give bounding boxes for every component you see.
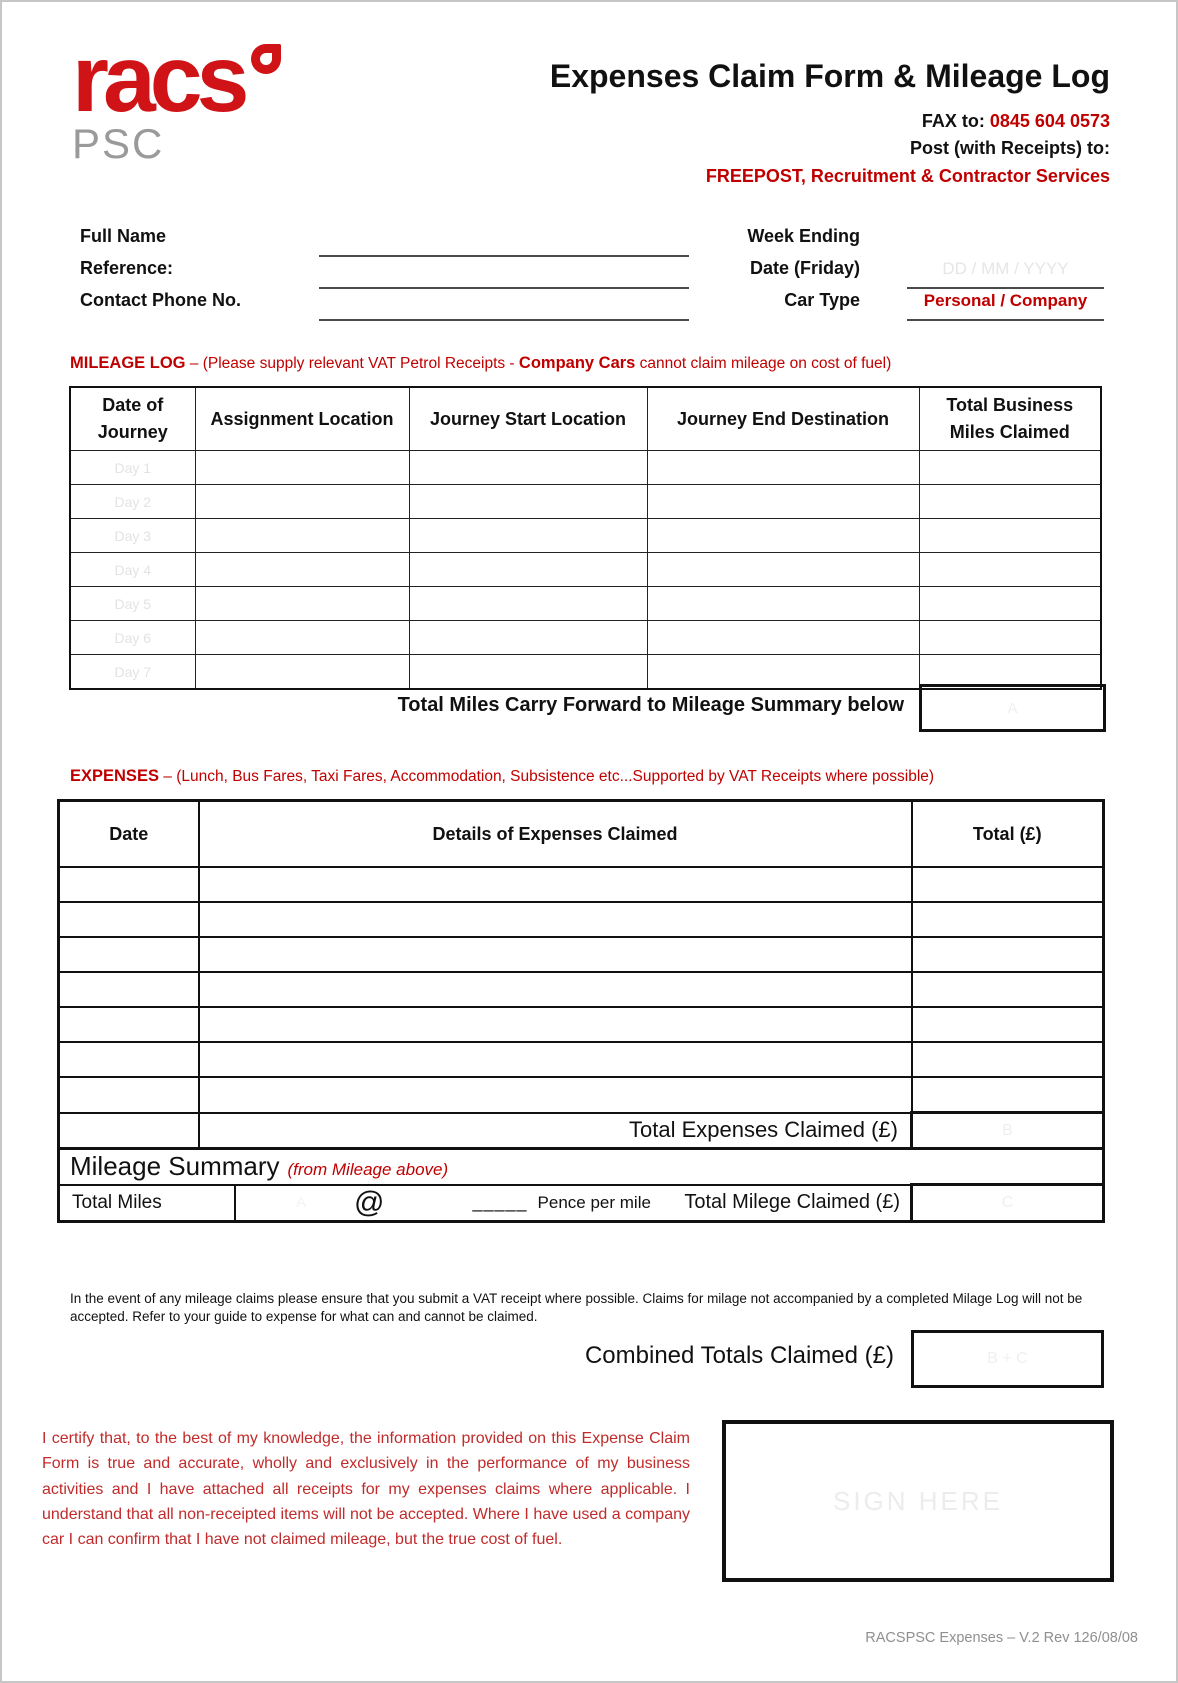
expense-row — [59, 1042, 1104, 1077]
col-date: Date — [59, 801, 199, 868]
expense-input-cell[interactable] — [59, 867, 199, 902]
expense-row — [59, 902, 1104, 937]
expenses-heading: EXPENSES – (Lunch, Bus Fares, Taxi Fares, Accommodation, Subsistence etc...Supported by VAT Receipts where possible) — [70, 767, 935, 785]
mileage-input-cell[interactable] — [919, 519, 1101, 553]
expense-input-cell[interactable] — [199, 1042, 912, 1077]
logo-wordmark: racs — [72, 26, 244, 132]
expenses-total-spacer — [59, 1113, 199, 1149]
expenses-table — [57, 799, 1105, 1223]
combined-totals-label: Combined Totals Claimed (£) — [584, 1342, 894, 1369]
car-type-field[interactable] — [907, 319, 1104, 321]
full-name-field[interactable] — [319, 255, 689, 257]
contact-phone-field[interactable] — [319, 319, 689, 321]
fax-number: 0845 604 0573 — [989, 111, 1110, 131]
signature-box[interactable]: SIGN HERE — [722, 1420, 1114, 1582]
total-miles-label: Total Miles — [60, 1186, 236, 1220]
expense-row — [59, 972, 1104, 1007]
pence-rate-field[interactable]: _____ — [472, 1192, 528, 1212]
expense-input-cell[interactable] — [199, 972, 912, 1007]
week-ending-label: Week Ending — [747, 226, 860, 246]
mileage-input-cell[interactable] — [409, 655, 647, 690]
mileage-input-cell[interactable] — [647, 451, 919, 485]
expenses-total-row — [59, 1113, 1104, 1149]
mileage-input-cell[interactable] — [919, 587, 1101, 621]
fax-line — [550, 111, 1110, 132]
mileage-claimed-total-box[interactable]: C — [912, 1185, 1104, 1222]
post-address: FREEPOST, Recruitment & Contractor Services — [705, 166, 1110, 186]
mileage-row — [70, 553, 1101, 587]
mileage-row — [70, 621, 1101, 655]
col-journey-end: Journey End Destination — [647, 387, 919, 451]
personal-info-section — [2, 226, 1178, 336]
mileage-input-cell[interactable] — [409, 587, 647, 621]
col-date-of-journey: Date of Journey — [70, 387, 195, 451]
mileage-input-cell[interactable] — [919, 485, 1101, 519]
mileage-input-cell[interactable] — [647, 553, 919, 587]
certification-statement: I certify that, to the best of my knowledge, the information provided on this Expense Claim Form is true and accurate, wholly and exclusively in the performance of my business activities and I have attached all receipts for my expenses claims where applicable. I understand that all non-receipted items will not be accepted. Where I have used a company car I can confirm that I have not claimed mileage, but the true cost of fuel. — [42, 1430, 690, 1549]
expense-input-cell[interactable] — [912, 1007, 1104, 1042]
at-symbol: @ — [354, 1185, 385, 1219]
total-mileage-claimed-label: Total Milege Claimed (£) — [684, 1191, 900, 1213]
col-journey-start: Journey Start Location — [409, 387, 647, 451]
date-field[interactable] — [907, 287, 1104, 289]
expense-input-cell[interactable] — [912, 972, 1104, 1007]
mileage-log-heading: MILEAGE LOG – (Please supply relevant VAT Petrol Receipts - Company Cars cannot claim mileage on cost of fuel) — [70, 354, 892, 372]
mileage-summary-row — [59, 1149, 1104, 1185]
mileage-heading-bold: MILEAGE LOG — [70, 354, 186, 372]
ref-a-placeholder[interactable]: A — [296, 1194, 307, 1211]
page-title: Expenses Claim Form & Mileage Log — [549, 58, 1110, 94]
expenses-total-box[interactable]: B — [912, 1113, 1104, 1149]
mileage-input-cell[interactable] — [195, 587, 409, 621]
mileage-input-cell[interactable] — [919, 451, 1101, 485]
car-type-label: Car Type — [784, 290, 860, 310]
expense-row — [59, 1007, 1104, 1042]
expense-input-cell[interactable] — [199, 1007, 912, 1042]
mileage-input-cell[interactable] — [409, 519, 647, 553]
mileage-input-cell[interactable] — [647, 655, 919, 690]
reference-field[interactable] — [319, 287, 689, 289]
car-type-value[interactable]: Personal / Company — [923, 291, 1088, 310]
logo-subtext: PSC — [72, 120, 165, 167]
mileage-header-row — [70, 387, 1101, 451]
carry-forward-label: Total Miles Carry Forward to Mileage Summary below — [397, 694, 904, 716]
expense-input-cell[interactable] — [59, 1042, 199, 1077]
expense-input-cell[interactable] — [912, 937, 1104, 972]
col-total-miles: Total Business Miles Claimed — [919, 387, 1101, 451]
form-version-footer: RACSPSC Expenses – V.2 Rev 126/08/08 — [865, 1630, 1138, 1646]
mileage-day-cell[interactable]: Day 4 — [70, 553, 195, 587]
mileage-input-cell[interactable] — [647, 485, 919, 519]
mileage-input-cell[interactable] — [919, 621, 1101, 655]
mileage-input-cell[interactable] — [195, 621, 409, 655]
mileage-row — [70, 587, 1101, 621]
company-logo — [72, 26, 281, 167]
mileage-day-cell[interactable]: Day 5 — [70, 587, 195, 621]
mileage-log-table — [69, 386, 1102, 690]
mileage-input-cell[interactable] — [195, 451, 409, 485]
expense-input-cell[interactable] — [912, 1042, 1104, 1077]
expenses-total-label: Total Expenses Claimed (£) — [199, 1113, 912, 1149]
mileage-input-cell[interactable] — [195, 485, 409, 519]
full-name-label: Full Name — [80, 226, 167, 246]
expense-input-cell[interactable] — [912, 1077, 1104, 1113]
mileage-input-cell[interactable] — [919, 553, 1101, 587]
expenses-heading-bold: EXPENSES — [70, 767, 159, 785]
mileage-summary-title: Mileage Summary — [70, 1151, 280, 1181]
expense-input-cell[interactable] — [59, 972, 199, 1007]
mileage-input-cell[interactable] — [409, 553, 647, 587]
form-header — [550, 58, 1110, 187]
contact-phone-label: Contact Phone No. — [80, 290, 241, 310]
expense-row — [59, 937, 1104, 972]
mileage-day-cell[interactable]: Day 6 — [70, 621, 195, 655]
mileage-day-cell[interactable]: Day 2 — [70, 485, 195, 519]
col-details: Details of Expenses Claimed — [199, 801, 912, 868]
expense-row — [59, 1077, 1104, 1113]
expense-input-cell[interactable] — [912, 902, 1104, 937]
expense-row — [59, 867, 1104, 902]
mileage-day-cell[interactable]: Day 7 — [70, 655, 195, 690]
mileage-input-cell[interactable] — [409, 451, 647, 485]
expenses-header-row — [59, 801, 1104, 868]
company-cars-bold: Company Cars — [518, 354, 636, 372]
expenses-table-body — [59, 867, 1104, 1113]
combined-totals-box[interactable]: B + C — [911, 1330, 1104, 1388]
pence-per-mile-label: Pence per mile — [537, 1192, 651, 1212]
expense-input-cell[interactable] — [59, 1077, 199, 1113]
mileage-row — [70, 485, 1101, 519]
mileage-input-cell[interactable] — [195, 519, 409, 553]
mileage-row — [70, 519, 1101, 553]
expense-input-cell[interactable] — [59, 902, 199, 937]
expense-input-cell[interactable] — [912, 867, 1104, 902]
expense-input-cell[interactable] — [199, 902, 912, 937]
fax-label: FAX to: — [921, 111, 990, 131]
post-label: Post (with Receipts) to: — [909, 138, 1110, 158]
vat-receipt-note: In the event of any mileage claims please ensure that you submit a VAT receipt where possible. Claims for milage not accompanied by a completed Milage Log will not be accepted. Refer to your guide to expense for what can and cannot be claimed. — [70, 1291, 1083, 1325]
date-field-placeholder[interactable]: DD / MM / YYYY — [942, 259, 1069, 278]
reference-label: Reference: — [80, 258, 174, 278]
mileage-row — [70, 451, 1101, 485]
col-total: Total (£) — [912, 801, 1104, 868]
mileage-day-cell[interactable]: Day 3 — [70, 519, 195, 553]
mileage-input-cell[interactable] — [409, 621, 647, 655]
carry-forward-total-box[interactable]: A — [919, 684, 1106, 732]
logo-droplet-icon — [251, 44, 281, 74]
mileage-day-cell[interactable]: Day 1 — [70, 451, 195, 485]
mileage-input-cell[interactable] — [647, 587, 919, 621]
col-assignment-location: Assignment Location — [195, 387, 409, 451]
total-miles-row — [59, 1185, 1104, 1222]
expense-input-cell[interactable] — [59, 937, 199, 972]
mileage-input-cell[interactable] — [195, 553, 409, 587]
expense-input-cell[interactable] — [199, 1077, 912, 1113]
mileage-input-cell[interactable] — [647, 621, 919, 655]
mileage-table-body — [70, 451, 1101, 690]
mileage-summary-subtitle: (from Mileage above) — [287, 1160, 449, 1179]
expense-input-cell[interactable] — [59, 1007, 199, 1042]
date-friday-label: Date (Friday) — [749, 258, 860, 278]
expense-input-cell[interactable] — [199, 937, 912, 972]
mileage-input-cell[interactable] — [647, 519, 919, 553]
mileage-input-cell[interactable] — [409, 485, 647, 519]
expense-input-cell[interactable] — [199, 867, 912, 902]
mileage-input-cell[interactable] — [195, 655, 409, 690]
